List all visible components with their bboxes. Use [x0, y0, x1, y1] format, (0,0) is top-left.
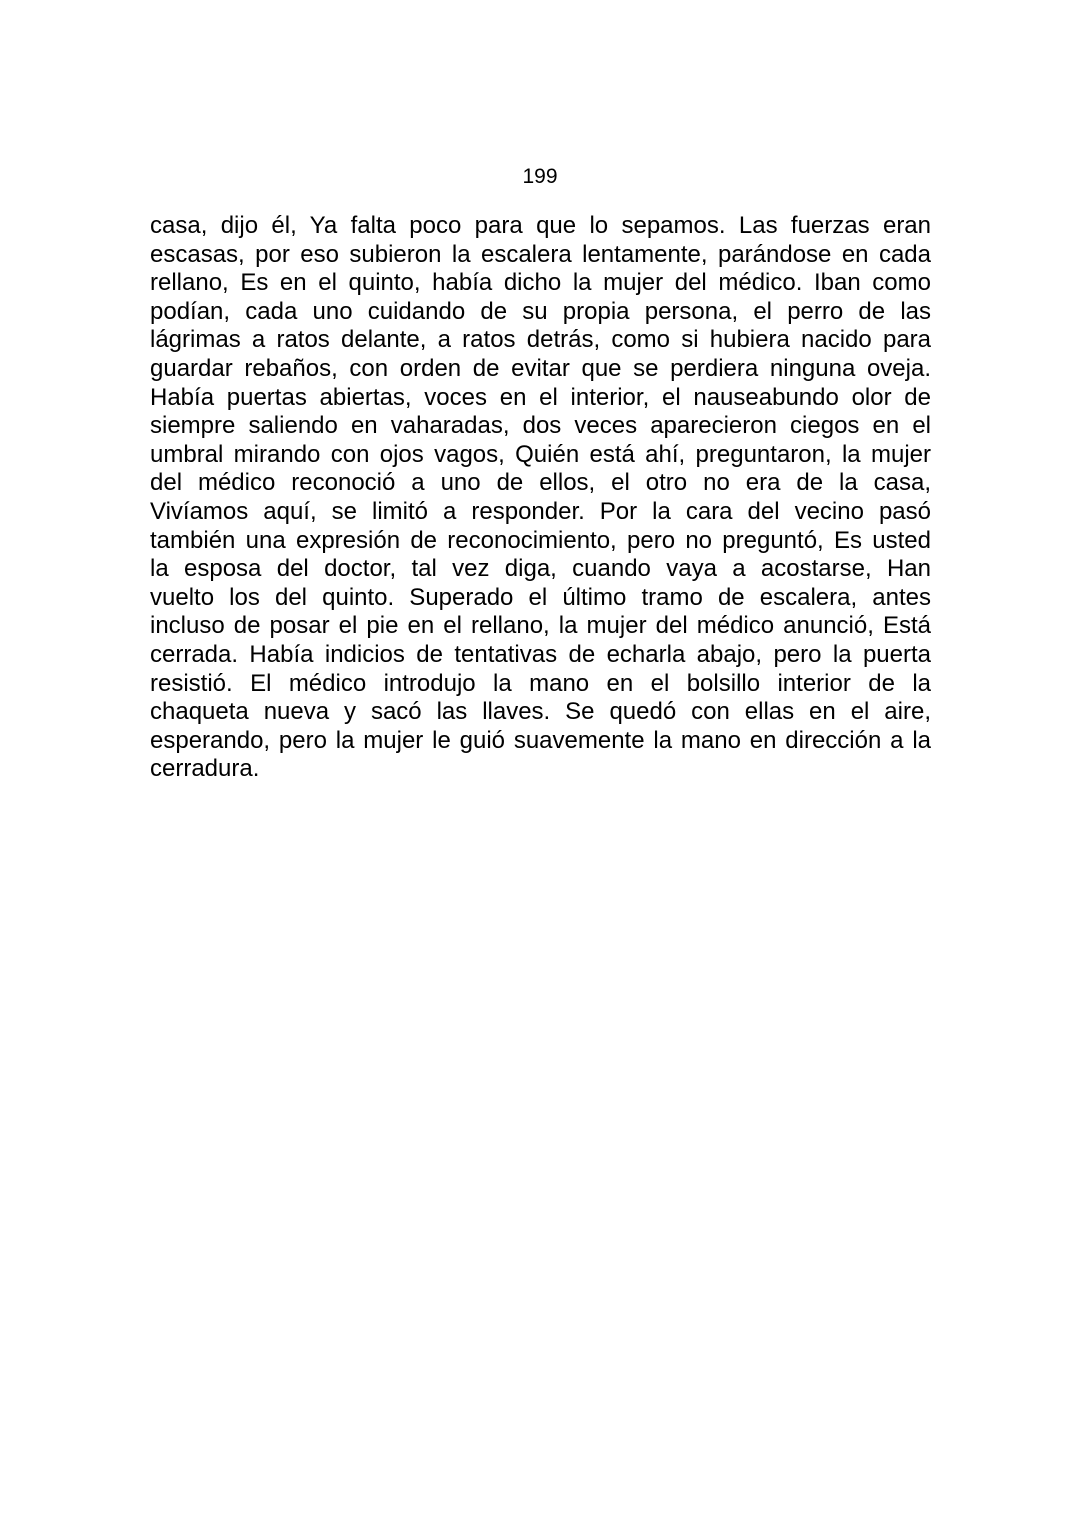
text-line: rellano, Es en el quinto, había dicho la mujer del médico. Iban como [150, 269, 931, 297]
body-paragraph [150, 212, 931, 784]
text-line: siempre saliendo en vaharadas, dos veces aparecieron ciegos en el [150, 412, 931, 440]
text-line: umbral mirando con ojos vagos, Quién está ahí, preguntaron, la mujer [150, 440, 931, 468]
text-line: guardar rebaños, con orden de evitar que se perdiera ninguna oveja. [150, 354, 931, 382]
text-line: escasas, por eso subieron la escalera lentamente, parándose en cada [150, 240, 931, 268]
text-line: cerradura. [150, 755, 260, 783]
page-number: 199 [522, 165, 558, 188]
text-line: incluso de posar el pie en el rellano, la mujer del médico anunció, Está [150, 612, 931, 640]
text-line: Vivíamos aquí, se limitó a responder. Por la cara del vecino pasó [150, 497, 931, 525]
text-line: Había puertas abiertas, voces en el interior, el nauseabundo olor de [150, 383, 931, 411]
text-line: también una expresión de reconocimiento, pero no preguntó, Es usted [150, 526, 931, 554]
text-line: la esposa del doctor, tal vez diga, cuando vaya a acostarse, Han [150, 555, 931, 583]
text-line: podían, cada uno cuidando de su propia persona, el perro de las [150, 297, 931, 325]
text-line: lágrimas a ratos delante, a ratos detrás, como si hubiera nacido para [150, 326, 931, 354]
text-line: chaqueta nueva y sacó las llaves. Se quedó con ellas en el aire, [150, 698, 931, 726]
text-line: cerrada. Había indicios de tentativas de echarla abajo, pero la puerta [150, 640, 931, 668]
text-line: vuelto los del quinto. Superado el último tramo de escalera, antes [150, 583, 931, 611]
text-line: casa, dijo él, Ya falta poco para que lo sepamos. Las fuerzas eran [150, 212, 931, 239]
text-line: del médico reconoció a uno de ellos, el otro no era de la casa, [150, 469, 931, 497]
text-line: esperando, pero la mujer le guió suavemente la mano en dirección a la [150, 726, 931, 754]
text-line: resistió. El médico introdujo la mano en el bolsillo interior de la [150, 669, 931, 697]
